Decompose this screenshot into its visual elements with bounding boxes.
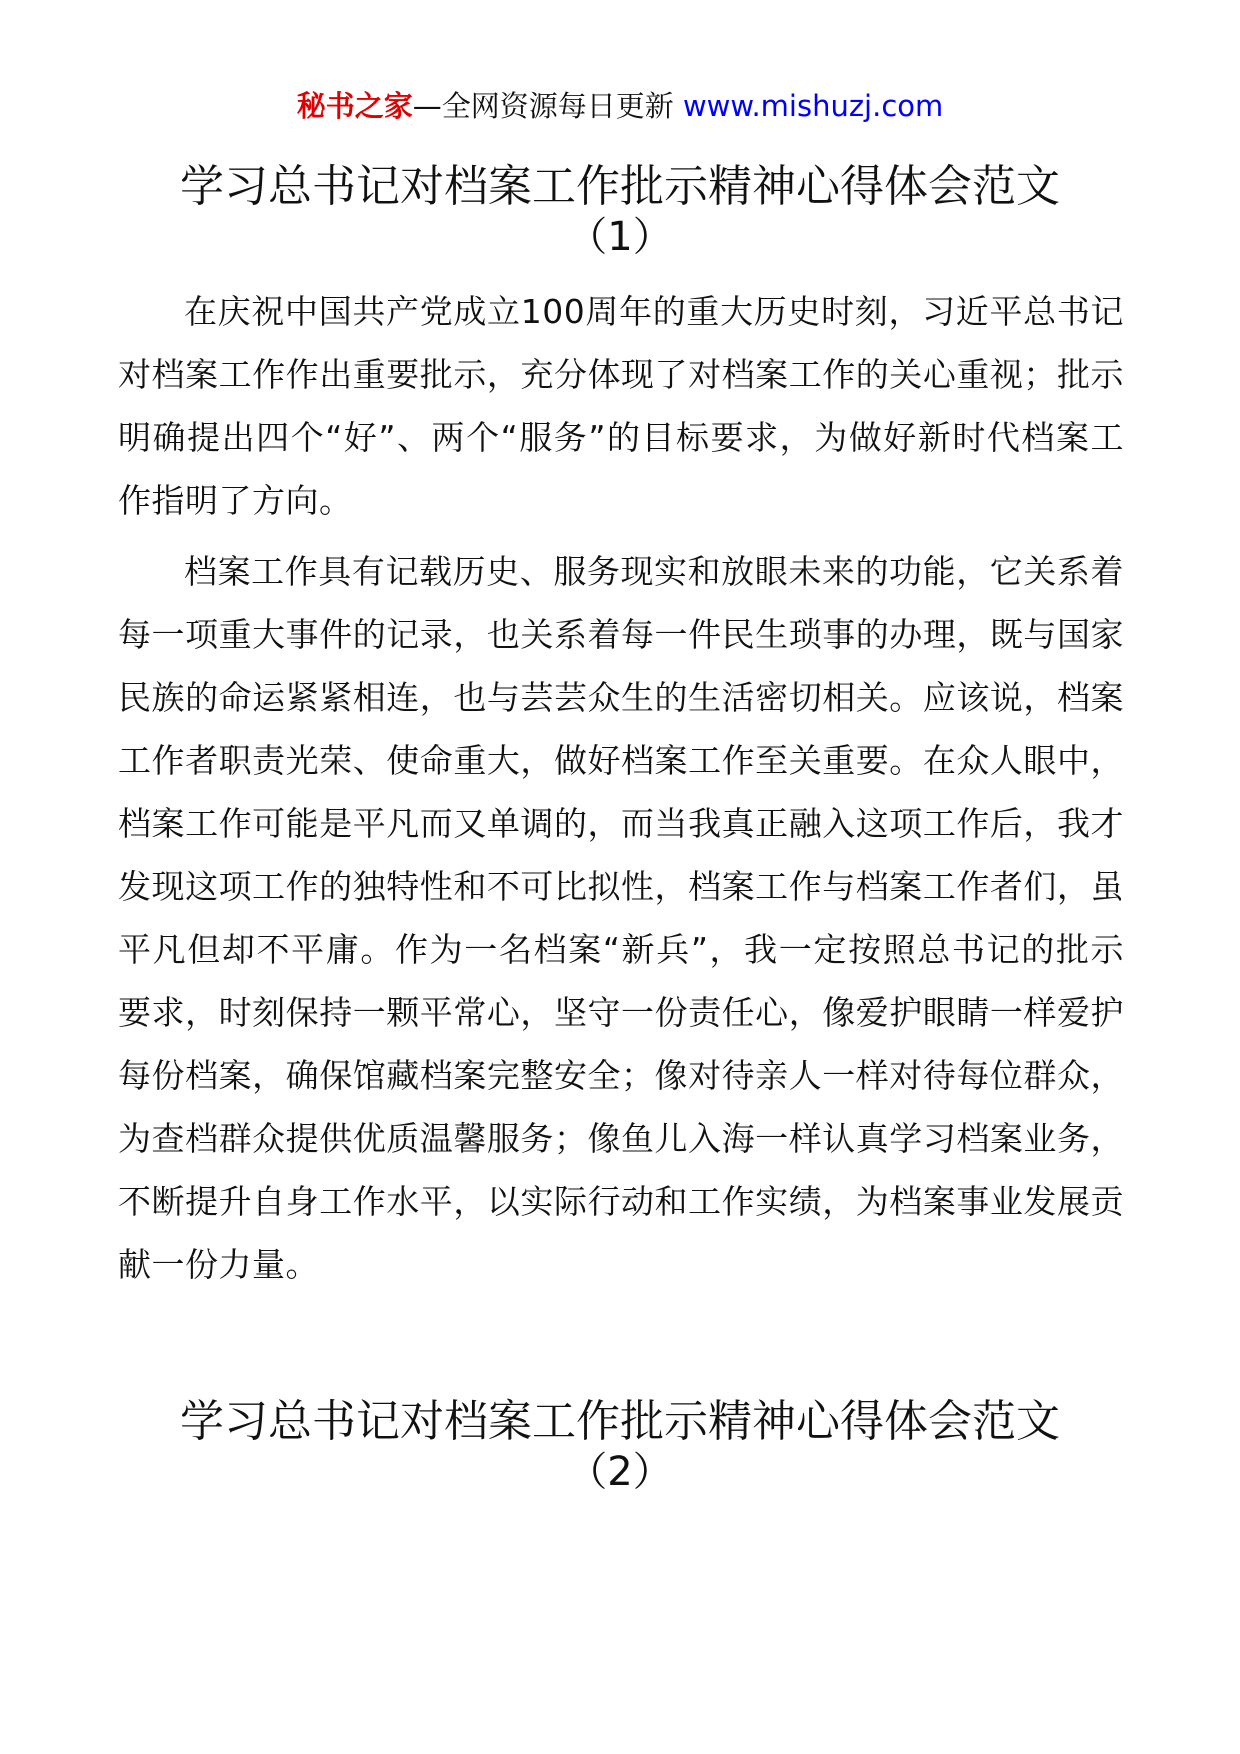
section-2-title (120, 1395, 1120, 1495)
section-1-title-text: 学习总书记对档案工作批示精神心得体会范文 (180, 161, 1060, 212)
section-1-title (120, 160, 1120, 260)
section-1-paragraph-1: 在庆祝中国共产党成立100周年的重大历史时刻，习近平总书记对档案工作作出重要批示，充分体现了对档案工作的关心重视；批示明确提出四个“好”、两个“服务”的目标要求，为做好新时代档案工作指明了方向。 (118, 292, 1124, 520)
site-tagline: —全网资源每日更新 (412, 89, 674, 123)
site-url-link[interactable]: www.mishuzj.com (682, 89, 944, 123)
section-1-body (118, 280, 1124, 1304)
section-2-number: （2） (567, 1449, 673, 1495)
section-2-title-text: 学习总书记对档案工作批示精神心得体会范文 (180, 1396, 1060, 1447)
section-1-paragraph-2: 档案工作具有记载历史、服务现实和放眼未来的功能，它关系着每一项重大事件的记录，也关系着每一件民生琐事的办理，既与国家民族的命运紧紧相连，也与芸芸众生的生活密切相关。应该说，档案工作者职责光荣、使命重大，做好档案工作至关重要。在众人眼中，档案工作可能是平凡而又单调的，而当我真正融入这项工作后，我才发现这项工作的独特性和不可比拟性，档案工作与档案工作者们，虽平凡但却不平庸。作为一名档案“新兵”，我一定按照总书记的批示要求，时刻保持一颗平常心，坚守一份责任心，像爱护眼睛一样爱护每份档案，确保馆藏档案完整安全；像对待亲人一样对待每位群众，为查档群众提供优质温馨服务；像鱼儿入海一样认真学习档案业务，不断提升自身工作水平，以实际行动和工作实绩，为档案事业发展贡献一份力量。 (118, 552, 1124, 1284)
site-brand: 秘书之家 (296, 89, 413, 123)
site-header-banner (0, 86, 1240, 126)
section-1-number: （1） (567, 214, 673, 260)
